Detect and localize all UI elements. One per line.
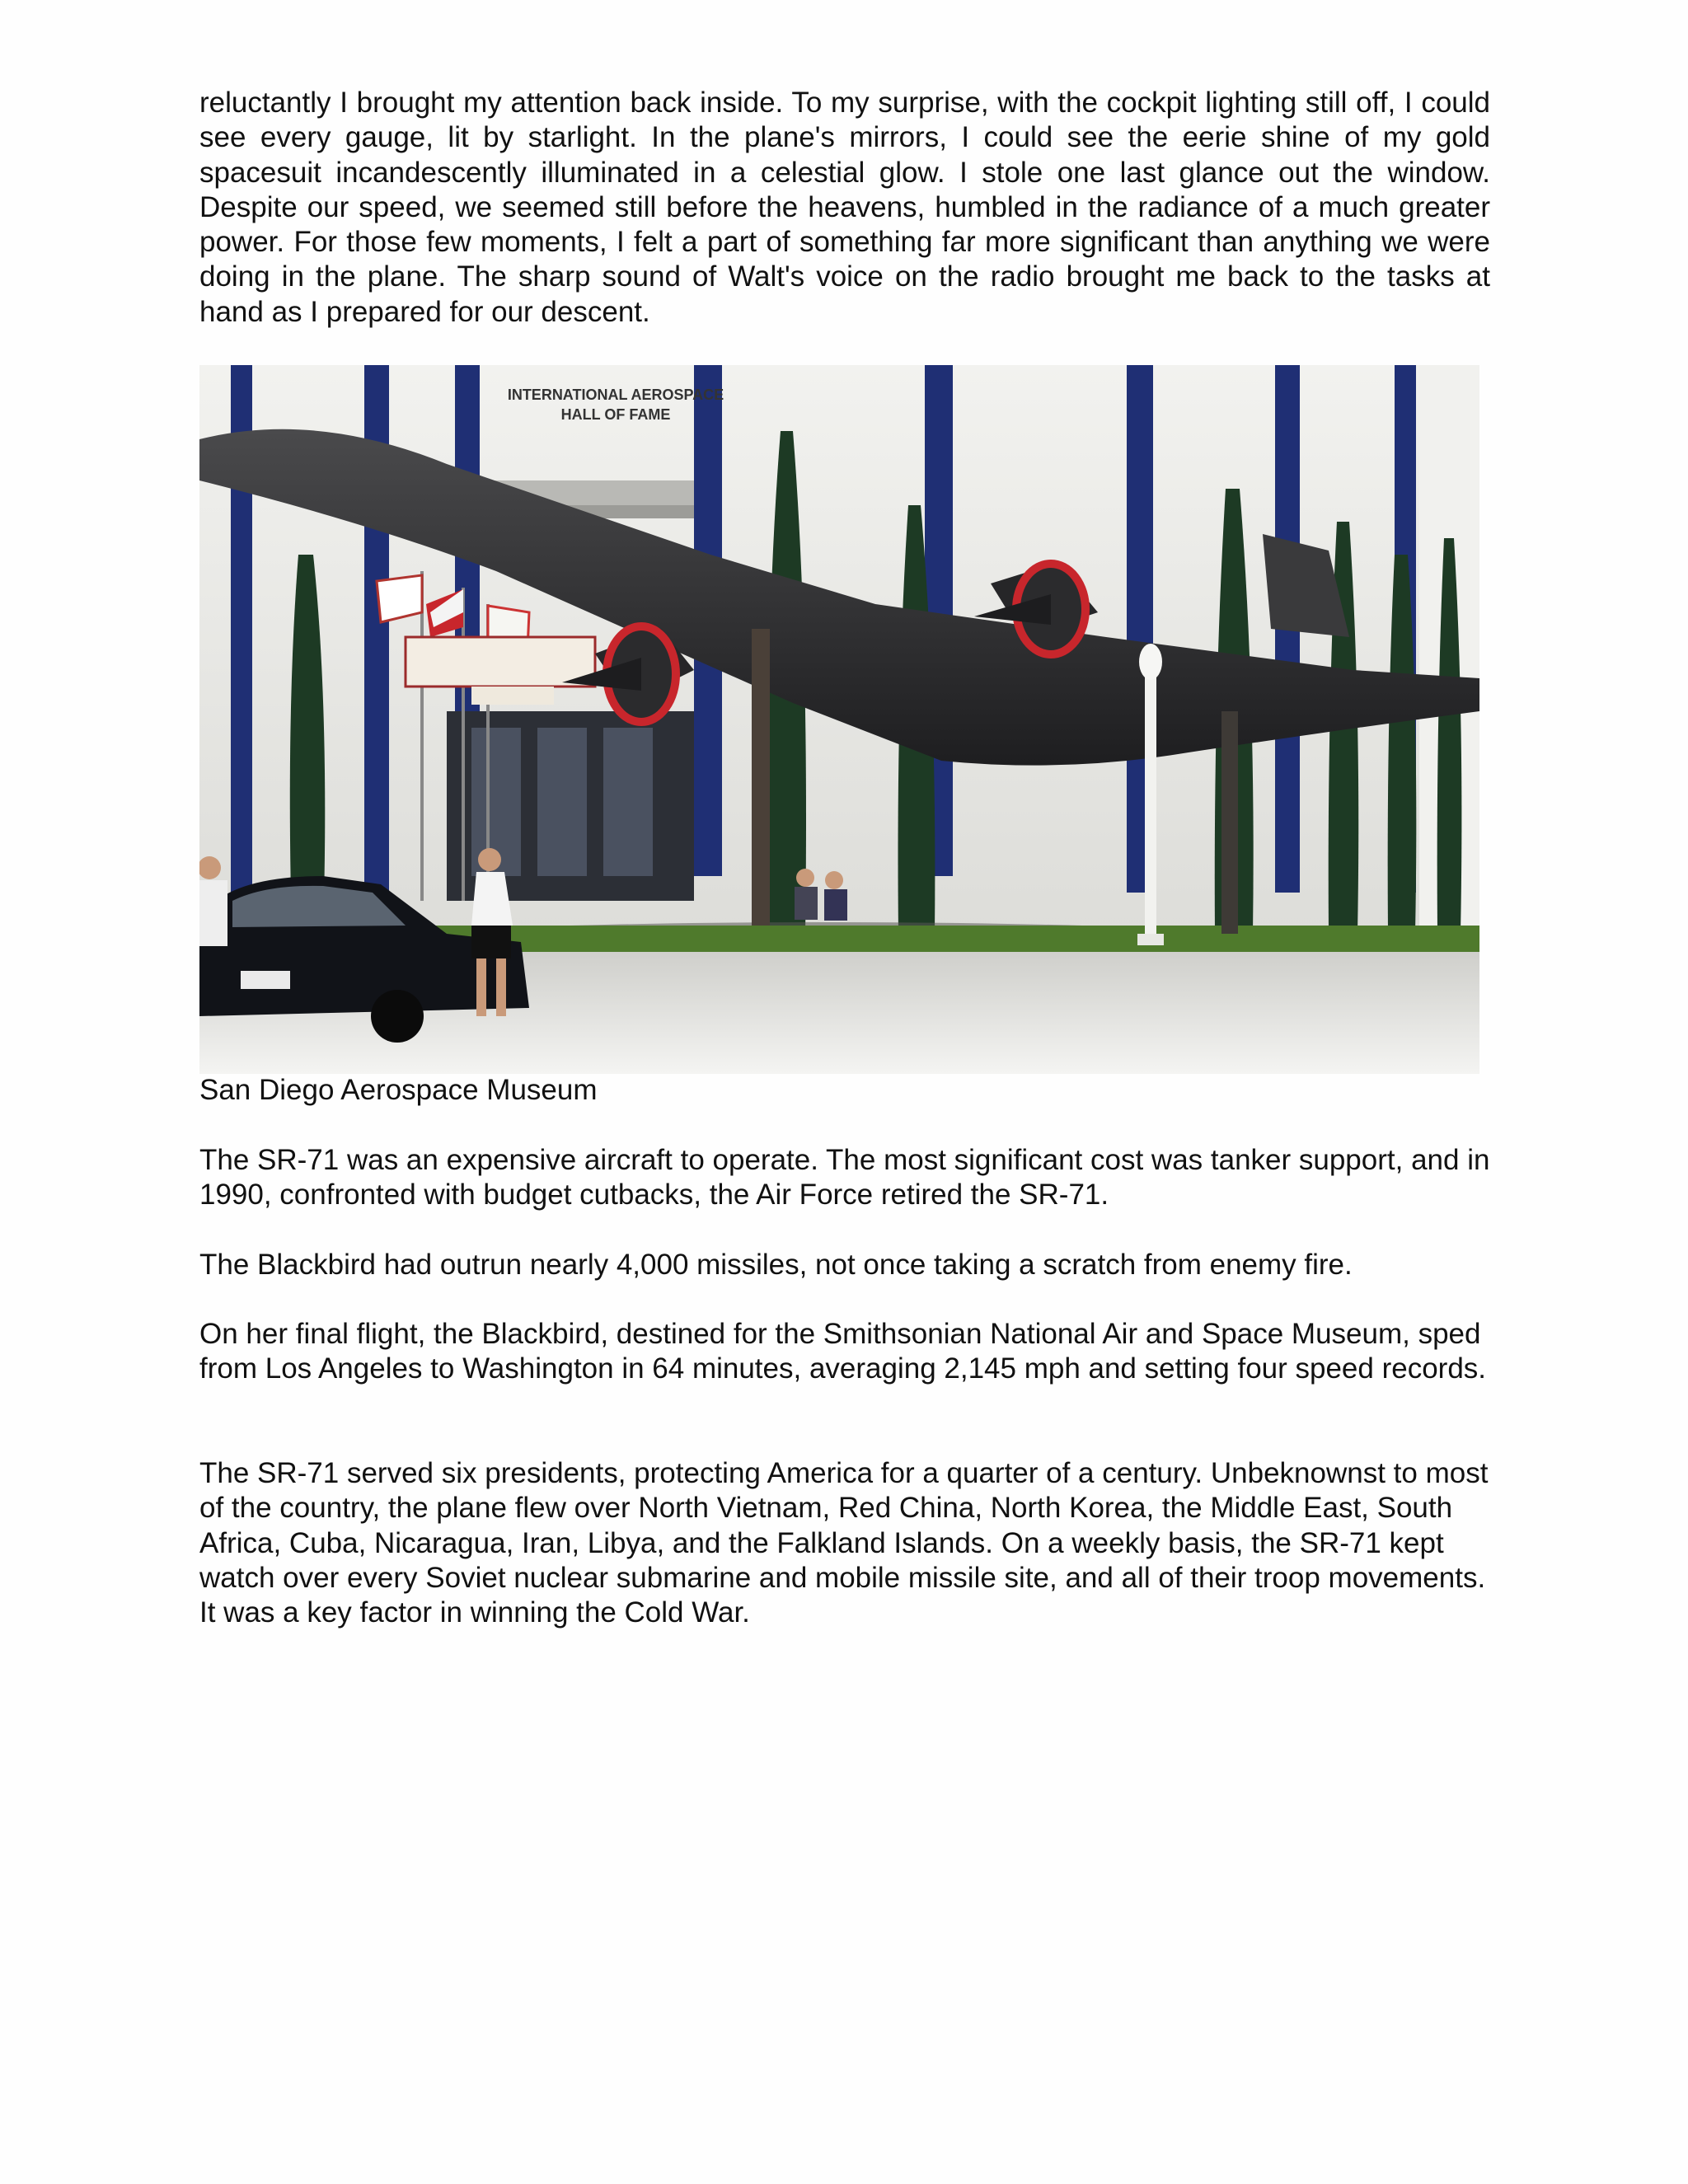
presidents-paragraph: The SR-71 served six presidents, protecting America for a quarter of a century. Unbeknownst to most of the country, the plane flew over North Vietnam, Red China, North Korea, the Middle East, South Africa, Cuba, Nicaragua, Iran, Libya, and the Falkland Islands. On a weekly basis, the SR-71 kept watch over every Soviet nuclear submarine and mobile missile site, and all of their troop movements. It was a key factor in winning the Cold War. bbox=[199, 1457, 1489, 1629]
photo-caption: San Diego Aerospace Museum bbox=[199, 1074, 598, 1106]
final-flight-paragraph: On her final flight, the Blackbird, destined for the Smithsonian National Air and Space Museum, sped from Los Angeles to Washington in 64 minutes, averaging 2,145 mph and setting four speed records. bbox=[199, 1318, 1487, 1385]
missiles-paragraph: The Blackbird had outrun nearly 4,000 missiles, not once taking a scratch from enemy fire. bbox=[199, 1249, 1353, 1281]
building-sign-line1: INTERNATIONAL AEROSPACE bbox=[507, 387, 724, 403]
building-sign-line2: HALL OF FAME bbox=[560, 406, 671, 423]
sr71-museum-photo bbox=[199, 365, 1479, 1074]
lawn bbox=[381, 926, 1479, 954]
intro-paragraph: reluctantly I brought my attention back inside. To my surprise, with the cockpit lighting still off, I could see every gauge, lit by starlight. In the plane's mirrors, I could see the eerie shine of my gold spacesuit incandescently illuminated in a celestial glow. I stole one last glance out the window. Despite our speed, we seemed still before the heavens, humbled in the radiance of a much greater power. For those few moments, I felt a part of something far more significant than anything we were doing in the plane. The sharp sound of Walt's voice on the radio brought me back to the tasks at hand as I prepared for our descent. bbox=[199, 87, 1490, 328]
cost-paragraph: The SR-71 was an expensive aircraft to operate. The most significant cost was tanker support, and in 1990, confronted with budget cutbacks, the Air Force retired the SR-71. bbox=[199, 1144, 1490, 1212]
